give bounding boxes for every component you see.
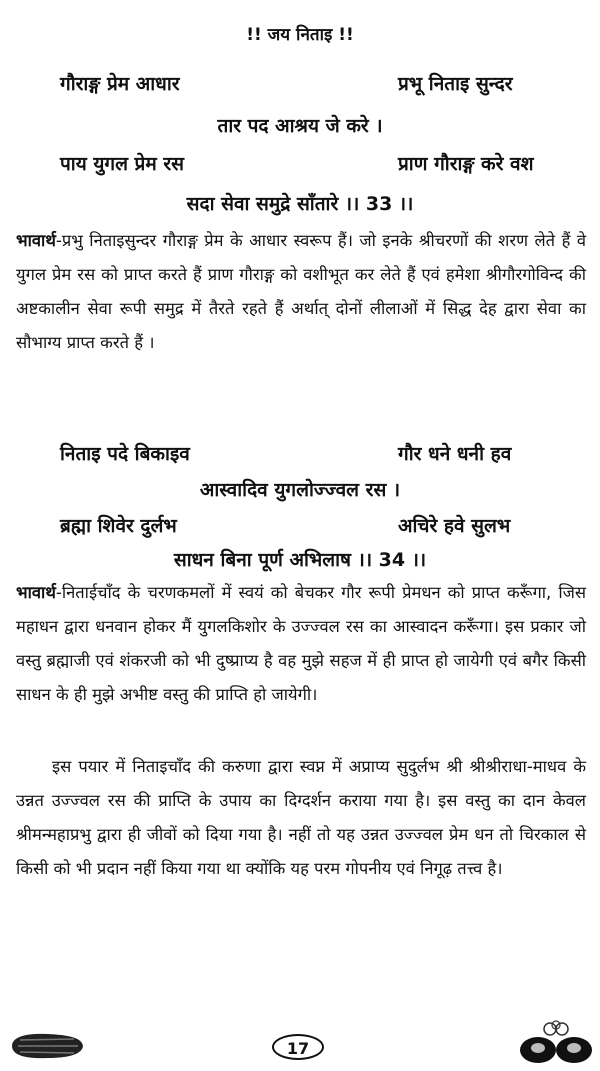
verse34-line1-right: गौर धने धनी हव <box>398 443 512 465</box>
page-header: !! जय निताइ !! <box>246 25 354 45</box>
verse34-line1-left: निताइ पदे बिकाइव <box>60 443 190 465</box>
meaning34-label: भावार्थ <box>16 583 56 602</box>
meaning34-paragraph <box>16 576 586 712</box>
meaning33-label: भावार्थ <box>16 231 56 250</box>
verse33-line2: तार पद आश्रय जे करे । <box>217 115 383 137</box>
meaning34-text: -निताईचाँद के चरणकमलों में स्वयं को बेचकर गौर रूपी प्रेमधन को प्राप्त करूँगा, जिस महाधन द्वारा धनवान होकर मैं युगलकिशोर के उज्ज्वल रस का आस्वादन करूँगा। इस प्रकार जो वस्तु ब्रह्माजी एवं शंकरजी को भी दुष्प्राप्य है वह मुझे सहज में ही प्राप्त हो जायेगी एवं बगैर किसी साधन के ही मुझे अभीष्ट वस्तु की प्राप्ति हो जायेगी। <box>16 583 586 704</box>
left-ornament-icon <box>8 1030 86 1062</box>
page-number: 17 <box>272 1034 324 1060</box>
verse34-line3-right: अचिरे हवे सुलभ <box>398 515 511 537</box>
verse34-line3-left: ब्रह्मा शिवेर दुर्लभ <box>60 515 177 537</box>
verse33-line4: सदा सेवा समुद्रे साँतारे ।। 33 ।। <box>186 193 414 215</box>
verse33-line1-left: गौराङ्ग प्रेम आधार <box>60 73 180 95</box>
verse34-line4: साधन बिना पूर्ण अभिलाष ।। 34 ।। <box>173 549 427 571</box>
verse33-line3-right: प्राण गौराङ्ग करे वश <box>398 153 534 175</box>
verse33-line1-right: प्रभू निताइ सुन्दर <box>398 73 513 95</box>
meaning34-paragraph2: इस पयार में निताइचाँद की करुणा द्वारा स्वप्न में अप्राप्य सुदुर्लभ श्री श्रीश्रीराधा-माधव के उन्नत उज्ज्वल रस की प्राप्ति के उपाय का दिग्दर्शन कराया गया है। इस वस्तु का दान केवल श्रीमन्महाप्रभु द्वारा ही जीवों को दिया गया है। नहीं तो यह उन्नत उज्ज्वल प्रेम धन तो चिरकाल से किसी को भी प्रदान नहीं किया गया था क्योंकि यह परम गोपनीय एवं निगूढ़ तत्त्व है। <box>16 757 586 878</box>
verse34-line2: आस्वादिव युगलोज्ज्वल रस । <box>199 479 401 501</box>
meaning33-text: -प्रभु निताइसुन्दर गौराङ्ग प्रेम के आधार स्वरूप हैं। जो इनके श्रीचरणों की शरण लेते हैं वे युगल प्रेम रस को प्राप्त करते हैं प्राण गौराङ्ग को वशीभूत कर लेते हैं एवं हमेशा श्रीगौरगोविन्द की अष्टकालीन सेवा रूपी समुद्र में तैरते रहते हैं अर्थात् दोनों लीलाओं में सिद्ध देह द्वारा सेवा का सौभाग्य प्राप्त करते हैं । <box>16 231 586 352</box>
right-ornament-icon <box>516 1020 596 1066</box>
verse33-line3-left: पाय युगल प्रेम रस <box>60 153 184 175</box>
meaning33-paragraph <box>16 224 586 360</box>
